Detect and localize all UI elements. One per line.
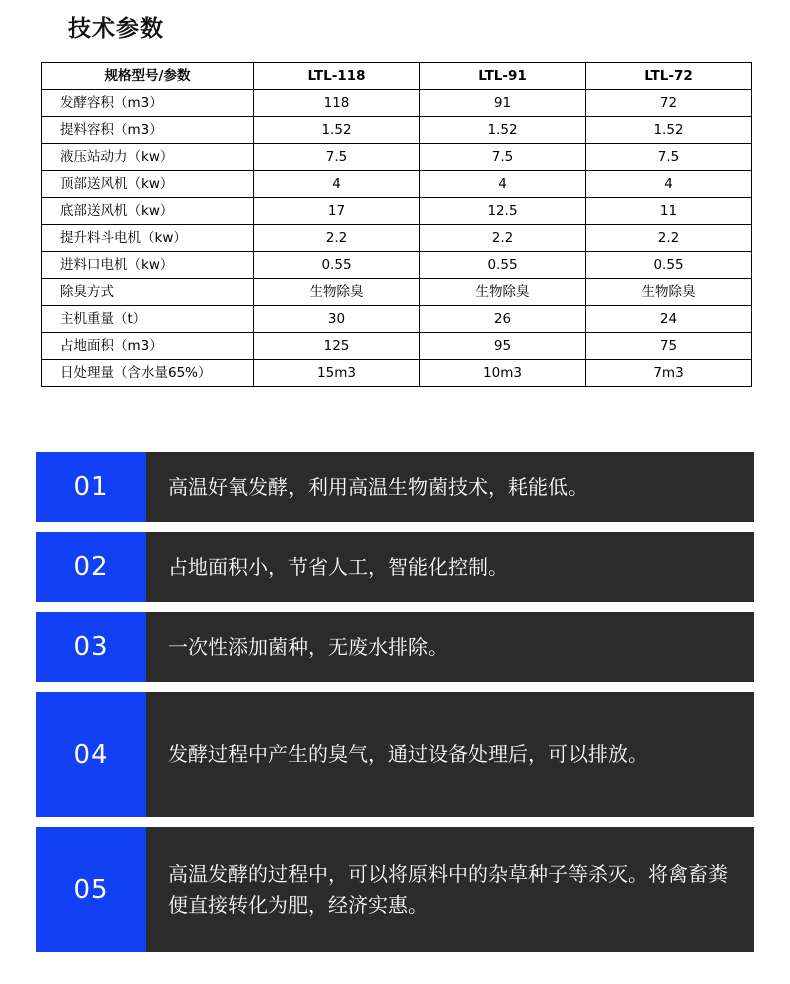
list-item	[36, 532, 754, 602]
table-row	[42, 90, 752, 117]
row-value: 4	[254, 171, 420, 198]
column-header-model-3: LTL-72	[586, 63, 752, 90]
row-value: 72	[586, 90, 752, 117]
spec-table-body	[42, 90, 752, 387]
feature-text: 占地面积小，节省人工，智能化控制。	[168, 554, 508, 579]
list-item	[36, 827, 754, 952]
table-row	[42, 333, 752, 360]
row-label: 主机重量（t）	[42, 306, 254, 333]
row-value: 26	[420, 306, 586, 333]
row-label: 底部送风机（kw）	[42, 198, 254, 225]
row-value: 4	[586, 171, 752, 198]
row-value: 生物除臭	[420, 279, 586, 306]
row-value: 125	[254, 333, 420, 360]
row-value: 生物除臭	[586, 279, 752, 306]
row-value: 95	[420, 333, 586, 360]
row-label: 除臭方式	[42, 279, 254, 306]
table-row	[42, 198, 752, 225]
row-value: 1.52	[254, 117, 420, 144]
table-row	[42, 306, 752, 333]
feature-number: 04	[36, 692, 146, 817]
row-value: 24	[586, 306, 752, 333]
page-title: 技术参数	[68, 16, 164, 42]
spec-table-container	[41, 62, 751, 387]
table-header-row	[42, 63, 752, 90]
table-row	[42, 360, 752, 387]
table-row	[42, 279, 752, 306]
row-value: 7.5	[420, 144, 586, 171]
row-value: 17	[254, 198, 420, 225]
table-row	[42, 225, 752, 252]
row-value: 75	[586, 333, 752, 360]
table-row	[42, 171, 752, 198]
row-value: 1.52	[420, 117, 586, 144]
column-header-model-1: LTL-118	[254, 63, 420, 90]
row-value: 118	[254, 90, 420, 117]
feature-list	[36, 452, 754, 962]
column-header-model-2: LTL-91	[420, 63, 586, 90]
row-value: 2.2	[586, 225, 752, 252]
table-row	[42, 252, 752, 279]
row-value: 2.2	[420, 225, 586, 252]
row-label: 占地面积（m3）	[42, 333, 254, 360]
feature-number: 03	[36, 612, 146, 682]
row-value: 4	[420, 171, 586, 198]
row-value: 7.5	[254, 144, 420, 171]
list-item	[36, 692, 754, 817]
row-label: 发酵容积（m3）	[42, 90, 254, 117]
row-value: 0.55	[420, 252, 586, 279]
feature-text: 一次性添加菌种，无废水排除。	[168, 634, 448, 659]
row-value: 11	[586, 198, 752, 225]
list-item	[36, 612, 754, 682]
row-label: 顶部送风机（kw）	[42, 171, 254, 198]
row-value: 91	[420, 90, 586, 117]
table-row	[42, 117, 752, 144]
feature-text: 高温发酵的过程中，可以将原料中的杂草种子等杀灭。将禽畜粪便直接转化为肥，经济实惠。	[168, 861, 728, 917]
row-label: 提料容积（m3）	[42, 117, 254, 144]
row-value: 10m3	[420, 360, 586, 387]
row-value: 生物除臭	[254, 279, 420, 306]
row-label: 液压站动力（kw）	[42, 144, 254, 171]
column-header-param: 规格型号/参数	[42, 63, 254, 90]
row-value: 15m3	[254, 360, 420, 387]
row-label: 进料口电机（kw）	[42, 252, 254, 279]
feature-number: 02	[36, 532, 146, 602]
row-label: 提升料斗电机（kw）	[42, 225, 254, 252]
row-value: 2.2	[254, 225, 420, 252]
feature-text: 高温好氧发酵，利用高温生物菌技术，耗能低。	[168, 474, 588, 499]
row-value: 0.55	[254, 252, 420, 279]
row-value: 12.5	[420, 198, 586, 225]
feature-number: 05	[36, 827, 146, 952]
spec-table	[41, 62, 752, 387]
feature-number: 01	[36, 452, 146, 522]
row-value: 30	[254, 306, 420, 333]
table-row	[42, 144, 752, 171]
list-item	[36, 452, 754, 522]
spec-table-head	[42, 63, 752, 90]
row-label: 日处理量（含水量65%）	[42, 360, 254, 387]
row-value: 7.5	[586, 144, 752, 171]
feature-text: 发酵过程中产生的臭气，通过设备处理后，可以排放。	[168, 742, 648, 766]
row-value: 1.52	[586, 117, 752, 144]
row-value: 0.55	[586, 252, 752, 279]
row-value: 7m3	[586, 360, 752, 387]
